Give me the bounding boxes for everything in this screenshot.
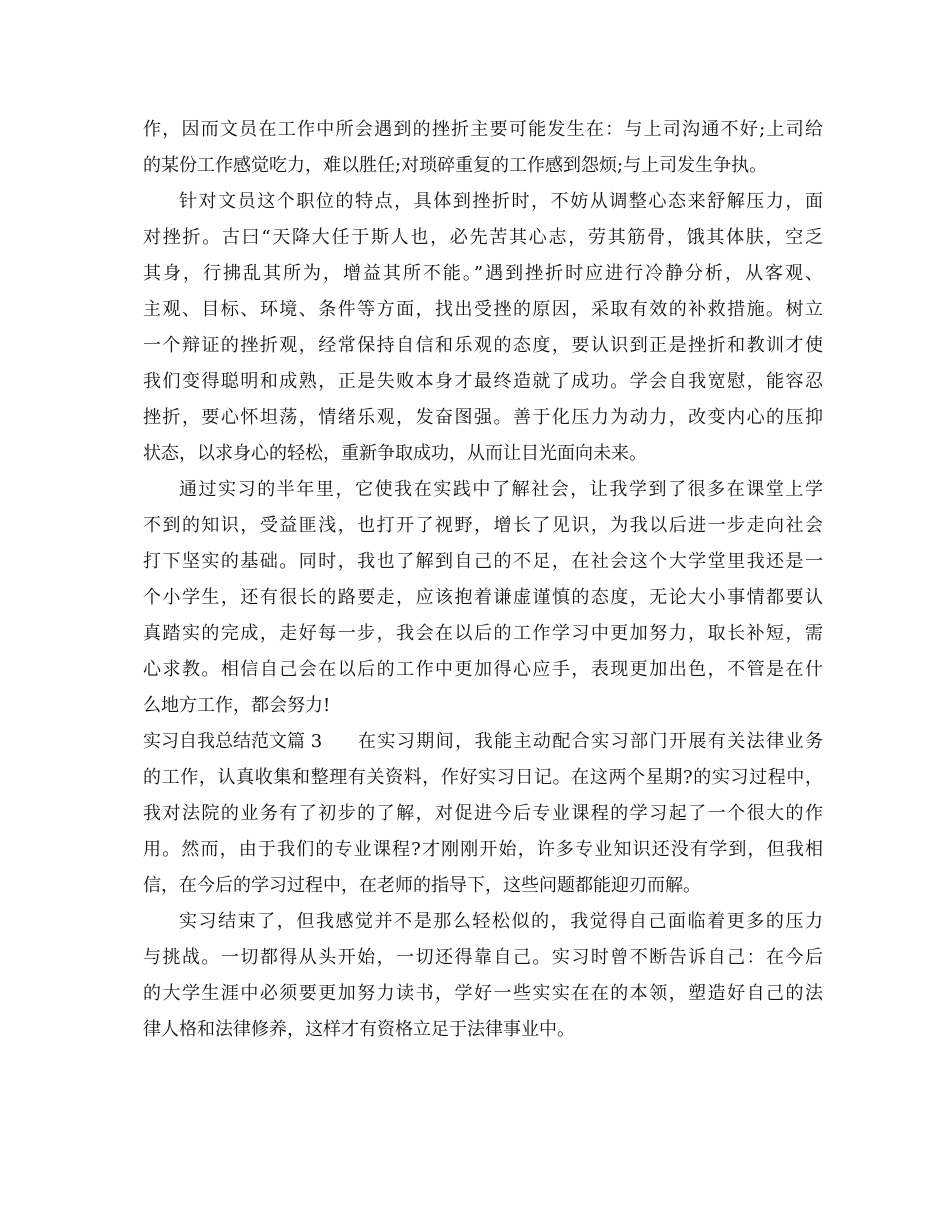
paragraph-line: 用。然而，由于我们的专业课程?才刚刚开始，许多专业知识还没有学到，但我相 bbox=[143, 839, 823, 860]
section-heading-line bbox=[143, 724, 823, 760]
paragraph-line: 的某份工作感觉吃力，难以胜任;对琐碎重复的工作感到怨烦;与上司发生争执。 bbox=[143, 155, 768, 176]
section-title: 实习自我总结范文篇 3 bbox=[143, 731, 323, 752]
paragraph-line: 在实习期间，我能主动配合实习部门开展有关法律业务 bbox=[358, 731, 823, 752]
paragraph-line: 信，在今后的学习过程中，在老师的指导下，这些问题都能迎刃而解。 bbox=[143, 875, 701, 896]
paragraph-line: 挫折，要心怀坦荡，情绪乐观，发奋图强。善于化压力为动力，改变内心的压抑 bbox=[143, 407, 823, 428]
paragraph-line: 我对法院的业务有了初步的了解，对促进今后专业课程的学习起了一个很大的作 bbox=[143, 803, 823, 824]
paragraph-line: 主观、目标、环境、条件等方面，找出受挫的原因，采取有效的补救措施。树立 bbox=[143, 299, 823, 320]
paragraph-line: 与挑战。一切都得从头开始，一切还得靠自己。实习时曾不断告诉自己：在今后 bbox=[143, 947, 823, 968]
paragraph-line: 的大学生涯中必须要更加努力读书，学好一些实实在在的本领，塑造好自己的法 bbox=[143, 983, 823, 1004]
paragraph-line: 心求教。相信自己会在以后的工作中更加得心应手，表现更加出色，不管是在什 bbox=[143, 659, 823, 680]
paragraph-line: 个小学生，还有很长的路要走，应该抱着谦虚谨慎的态度，无论大小事情都要认 bbox=[143, 587, 823, 608]
paragraph-line: 作，因而文员在工作中所会遇到的挫折主要可能发生在：与上司沟通不好;上司给 bbox=[143, 119, 823, 140]
paragraph-line: 其身，行拂乱其所为，增益其所不能。”遇到挫折时应进行冷静分析，从客观、 bbox=[143, 263, 823, 284]
paragraph-line: 我们变得聪明和成熟，正是失败本身才最终造就了成功。学会自我宽慰，能容忍 bbox=[143, 371, 823, 392]
paragraph-line: 打下坚实的基础。同时，我也了解到自己的不足，在社会这个大学堂里我还是一 bbox=[143, 551, 823, 572]
paragraph-line: 不到的知识，受益匪浅，也打开了视野，增长了见识，为我以后进一步走向社会 bbox=[143, 515, 823, 536]
paragraph-line: 针对文员这个职位的特点，具体到挫折时，不妨从调整心态来舒解压力，面 bbox=[179, 191, 823, 212]
paragraph-line: 真踏实的完成，走好每一步，我会在以后的工作学习中更加努力，取长补短，需 bbox=[143, 623, 823, 644]
paragraph-line: 一个辩证的挫折观，经常保持自信和乐观的态度，要认识到正是挫折和教训才使 bbox=[143, 335, 823, 356]
paragraph-line: 实习结束了，但我感觉并不是那么轻松似的，我觉得自己面临着更多的压力 bbox=[179, 911, 823, 932]
paragraph-line: 么地方工作，都会努力! bbox=[143, 695, 331, 716]
paragraph-line: 对挫折。古曰“天降大任于斯人也，必先苦其心志，劳其筋骨，饿其体肤，空乏 bbox=[143, 227, 823, 248]
paragraph-line: 状态，以求身心的轻松，重新争取成功，从而让目光面向未来。 bbox=[143, 443, 647, 464]
paragraph-line: 律人格和法律修养，这样才有资格立足于法律事业中。 bbox=[143, 1019, 575, 1040]
paragraph-line: 通过实习的半年里，它使我在实践中了解社会，让我学到了很多在课堂上学 bbox=[179, 479, 823, 500]
paragraph-line: 的工作，认真收集和整理有关资料，作好实习日记。在这两个星期?的实习过程中， bbox=[143, 767, 823, 788]
